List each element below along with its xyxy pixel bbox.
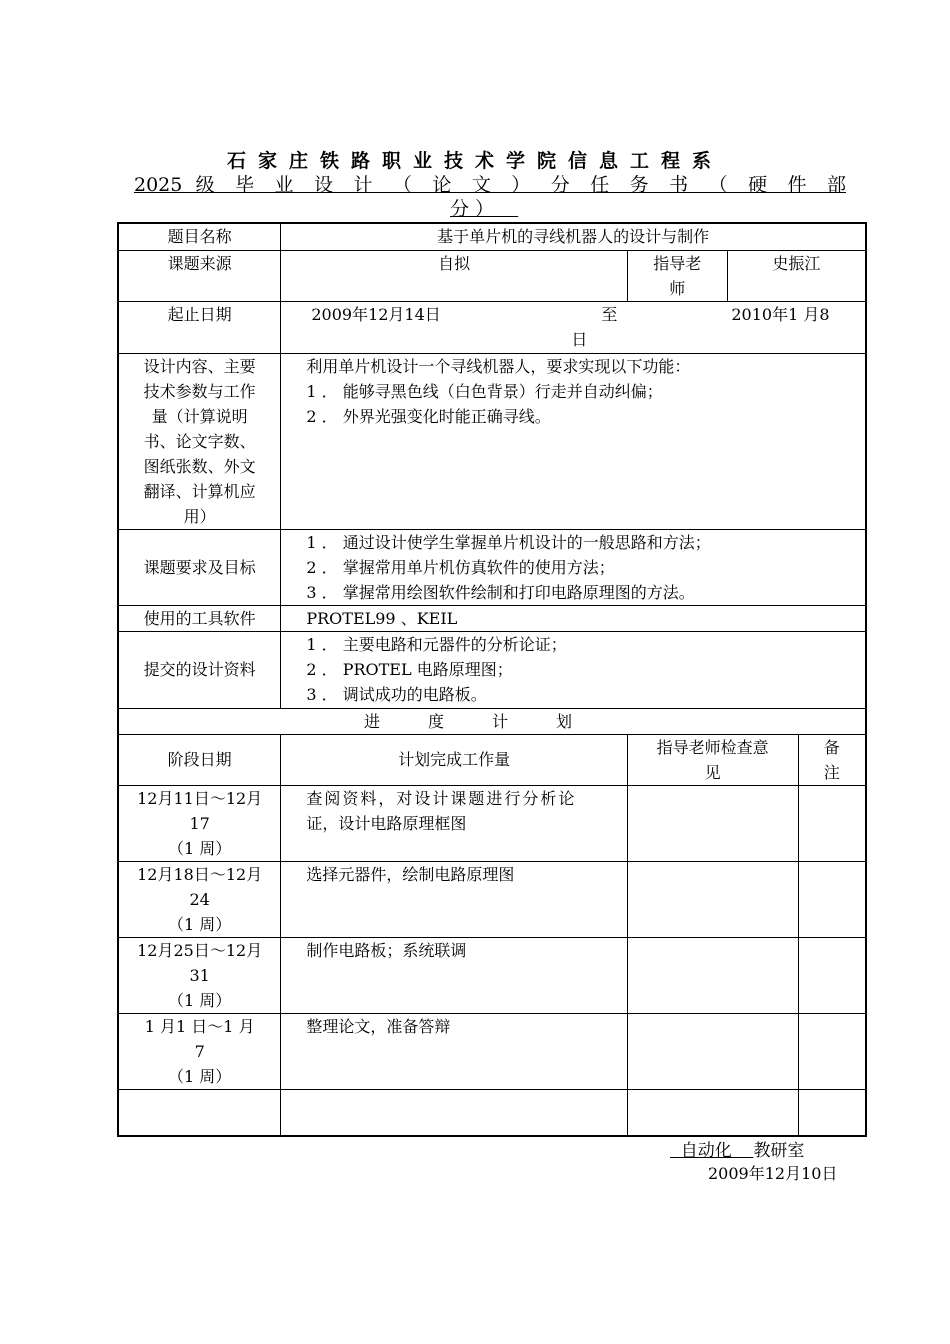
topic-value: 基于单片机的寻线机器人的设计与制作 <box>281 223 866 250</box>
schedule-work-line: 整理论文，准备答辩 <box>306 1016 451 1036</box>
schedule-row <box>118 785 866 861</box>
document-title: 石家庄铁路职业技术学院信息工程系 <box>226 150 723 172</box>
schedule-row-work <box>281 1013 627 1089</box>
document-subtitle: 2025 级 毕 业 设 计 （ 论 文 ） 分 任 务 书 （ 硬 件 部 <box>134 174 846 196</box>
schedule-row-check <box>627 1013 798 1089</box>
schedule-row-note <box>798 937 866 1013</box>
schedule-date-line: 31 <box>189 965 210 985</box>
schedule-date-line: 12月18日～12月 <box>137 864 263 884</box>
schedule-row-check <box>627 861 798 937</box>
content-label-line: 用） <box>183 506 216 526</box>
submit-line: 1 ． 主要电路和元器件的分析论证； <box>306 634 567 654</box>
content-line: 利用单片机设计一个寻线机器人，要求实现以下功能： <box>306 356 691 376</box>
schedule-col-check-line: 见 <box>704 762 721 782</box>
schedule-row-work <box>281 937 627 1013</box>
advisor-label-line: 师 <box>669 278 686 298</box>
schedule-date-line: 17 <box>189 813 210 833</box>
advisor-label-line: 指导老 <box>653 253 702 273</box>
schedule-col-note-line: 注 <box>823 762 840 782</box>
task-table <box>117 222 867 1137</box>
schedule-row-date <box>118 937 281 1013</box>
empty-cell <box>118 1089 281 1136</box>
schedule-work-line: 证，设计电路原理框图 <box>306 813 467 833</box>
content-value <box>281 353 866 529</box>
schedule-section-title-text: 进度计划 <box>363 711 620 731</box>
schedule-col-check <box>627 734 798 785</box>
schedule-row <box>118 1013 866 1089</box>
dates-value <box>281 301 866 353</box>
footer-date: 2009年12月10日 <box>708 1164 838 1183</box>
tools-value: PROTEL99 、KEIL <box>281 605 866 631</box>
content-label-line: 图纸张数、外文 <box>143 456 256 476</box>
content-line: 2 ． 外界光强变化时能正确寻线。 <box>306 406 551 426</box>
content-label <box>118 353 281 529</box>
schedule-row-work <box>281 785 627 861</box>
submit-line: 3 ． 调试成功的电路板。 <box>306 684 487 704</box>
advisor-label <box>627 250 727 301</box>
date-to: 至 <box>601 304 618 324</box>
schedule-work-line: 制作电路板；系统联调 <box>306 940 467 960</box>
content-label-line: 设计内容、主要 <box>143 356 256 376</box>
source-label: 课题来源 <box>118 250 281 301</box>
schedule-work-line: 选择元器件，绘制电路原理图 <box>306 864 515 884</box>
goal-line: 1 ． 通过设计使学生掌握单片机设计的一般思路和方法； <box>306 532 711 552</box>
submit-label: 提交的设计资料 <box>118 631 281 708</box>
submit-value <box>281 631 866 708</box>
document-subtitle-continued: 分 ） <box>450 198 519 220</box>
tools-label: 使用的工具软件 <box>118 605 281 631</box>
schedule-week: （1 周） <box>168 914 232 934</box>
schedule-row-note <box>798 785 866 861</box>
schedule-row-check <box>627 785 798 861</box>
schedule-col-check-line: 指导老师检查意 <box>656 737 769 757</box>
content-label-line: 技术参数与工作 <box>143 381 256 401</box>
schedule-row-date <box>118 785 281 861</box>
schedule-row-date <box>118 861 281 937</box>
schedule-col-stage: 阶段日期 <box>118 734 281 785</box>
schedule-date-line: 7 <box>194 1041 205 1061</box>
schedule-row-work <box>281 861 627 937</box>
schedule-row-check <box>627 937 798 1013</box>
schedule-date-line: 12月25日～12月 <box>137 940 263 960</box>
footer-dept-suffix: 教研室 <box>753 1141 805 1161</box>
schedule-row-note <box>798 1013 866 1089</box>
source-value: 自拟 <box>281 250 627 301</box>
footer-dept-name: 自动化 <box>670 1141 754 1161</box>
schedule-col-note <box>798 734 866 785</box>
schedule-week: （1 周） <box>168 1066 232 1086</box>
schedule-date-line: 12月11日～12月 <box>137 788 263 808</box>
footer-dept <box>670 1136 804 1161</box>
schedule-week: （1 周） <box>168 838 232 858</box>
empty-cell <box>627 1089 798 1136</box>
goal-line: 2 ． 掌握常用单片机仿真软件的使用方法； <box>306 557 615 577</box>
goal-label: 课题要求及目标 <box>118 529 281 605</box>
schedule-row-note <box>798 861 866 937</box>
schedule-work-line: 查阅资料，对设计课题进行分析论 <box>306 788 577 808</box>
goal-line: 3 ． 掌握常用绘图软件绘制和打印电路原理图的方法。 <box>306 582 695 602</box>
content-line: 1 ． 能够寻黑色线（白色背景）行走并自动纠偏； <box>306 381 663 401</box>
content-label-line: 量（计算说明 <box>151 406 248 426</box>
content-label-line: 翻译、计算机应 <box>143 481 256 501</box>
empty-cell <box>281 1089 627 1136</box>
schedule-row <box>118 861 866 937</box>
schedule-row-date <box>118 1013 281 1089</box>
schedule-row-empty <box>118 1089 866 1136</box>
schedule-col-note-line: 备 <box>823 737 840 757</box>
topic-label: 题目名称 <box>118 223 281 250</box>
date-end-tail: 日 <box>571 329 588 349</box>
schedule-col-work: 计划完成工作量 <box>281 734 627 785</box>
schedule-row <box>118 937 866 1013</box>
schedule-week: （1 周） <box>168 990 232 1010</box>
date-start: 2009年12月14日 <box>311 304 441 324</box>
schedule-date-line: 1 月1 日～1 月 <box>144 1016 255 1036</box>
submit-line: 2 ． PROTEL 电路原理图； <box>306 659 513 679</box>
content-label-line: 书、论文字数、 <box>143 431 256 451</box>
schedule-date-line: 24 <box>189 889 210 909</box>
schedule-section-title <box>118 708 866 734</box>
date-end: 2010年1 月8 <box>731 304 830 324</box>
dates-label: 起止日期 <box>118 301 281 353</box>
goal-value <box>281 529 866 605</box>
advisor-value: 史振江 <box>727 250 866 301</box>
empty-cell <box>798 1089 866 1136</box>
